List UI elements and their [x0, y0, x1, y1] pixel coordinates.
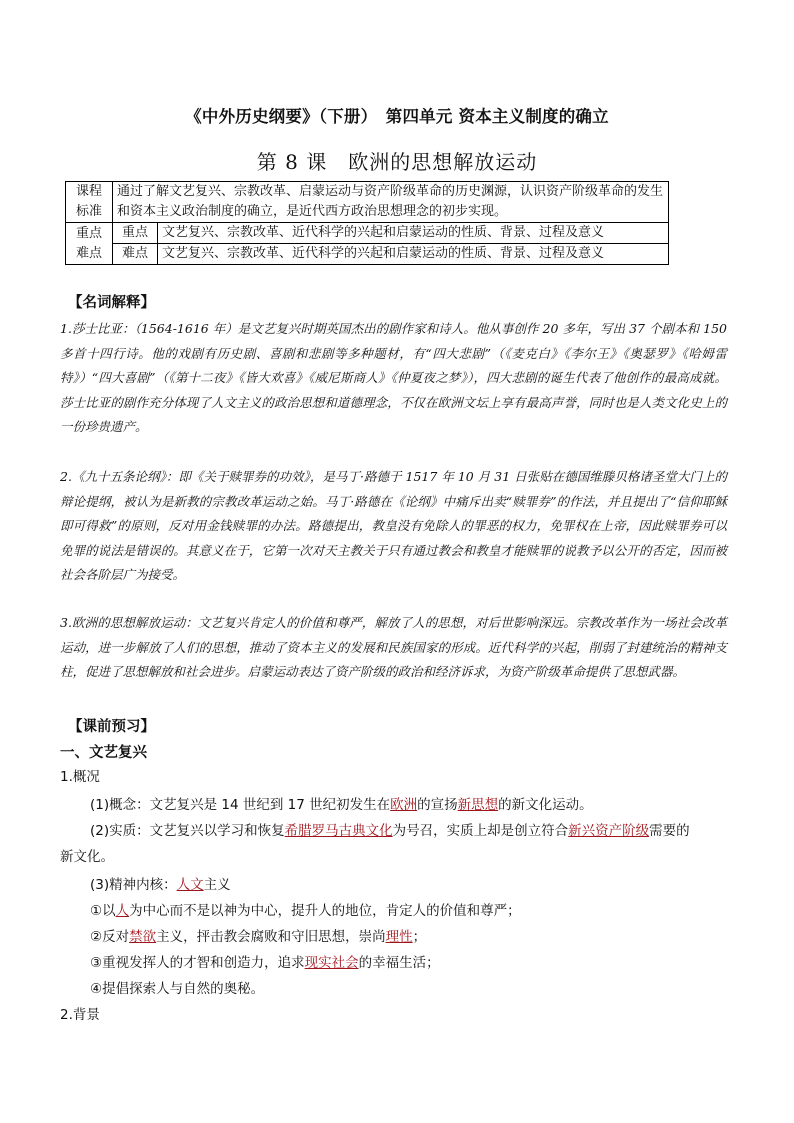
lesson-title: 第 8 课 欧洲的思想解放运动	[256, 150, 538, 174]
key-difficulty-head: 重点难点	[66, 223, 113, 265]
concept-line: (1)概念：文艺复兴是 14 世纪到 17 世纪初发生在欧洲的宣扬新思想的新文化运动。	[90, 797, 593, 813]
spirit-point-3: ③重视发挥人的才智和创造力，追求现实社会的幸福生活；	[90, 955, 440, 971]
answer-classical-culture: 希腊罗马古典文化	[284, 823, 393, 839]
answer-humanism: 人文	[176, 877, 204, 893]
difficulty-label: 难点	[113, 244, 158, 265]
table-row	[66, 244, 669, 265]
book-title: 《中外历史纲要》（下册） 第四单元 资本主义制度的确立	[185, 107, 609, 126]
table-row	[66, 182, 669, 223]
overview-label: 1.概况	[60, 769, 100, 785]
answer-new-thought: 新思想	[457, 797, 499, 813]
key-label: 重点	[113, 223, 158, 244]
standards-head: 课程标准	[66, 182, 113, 223]
section-renaissance: 一、文艺复兴	[60, 745, 147, 761]
term-liberation-movement: 3.欧洲的思想解放运动：文艺复兴肯定人的价值和尊严，解放了人的思想，对后世影响深远。宗教改革作为一场社会改革运动，进一步解放了人们的思想，推动了资本主义的发展和民族国家的形成。近代科学的兴起，削弱了封建统治的精神支柱，促进了思想解放和社会进步。启蒙运动表达了资产阶级的政治和经济诉求，为资产阶级革命提供了思想武器。	[60, 615, 727, 679]
spirit-point-1: ①以人为中心而不是以神为中心，提升人的地位，肯定人的价值和尊严；	[90, 903, 521, 919]
standards-text: 通过了解文艺复兴、宗教改革、启蒙运动与资产阶级革命的历史渊源，认识资产阶级革命的发生和资本主义政治制度的确立，是近代西方政治思想理念的初步实现。	[113, 182, 669, 223]
spirit-line: (3)精神内核：人文主义	[90, 877, 231, 893]
preview-heading: 【课前预习】	[68, 719, 155, 735]
difficulty-text: 文艺复兴、宗教改革、近代科学的兴起和启蒙运动的性质、背景、过程及意义	[158, 244, 669, 265]
essence-line: (2)实质：文艺复兴以学习和恢复希腊罗马古典文化为号召，实质上却是创立符合新兴资产阶级需要的	[90, 823, 690, 839]
spirit-point-4: ④提倡探索人与自然的奥秘。	[90, 981, 265, 997]
answer-europe: 欧洲	[390, 797, 418, 813]
essence-line-2: 新文化。	[60, 849, 114, 865]
answer-bourgeoisie: 新兴资产阶级	[568, 823, 650, 839]
answer-real-society: 现实社会	[304, 955, 359, 971]
answer-human: 人	[115, 903, 130, 919]
answer-reason: 理性	[385, 929, 413, 945]
table-row	[66, 223, 669, 244]
key-text: 文艺复兴、宗教改革、近代科学的兴起和启蒙运动的性质、背景、过程及意义	[158, 223, 669, 244]
spirit-point-2: ②反对禁欲主义，抨击教会腐败和守旧思想，崇尚理性；	[90, 929, 427, 945]
term-shakespeare: 1.莎士比亚：（1564-1616 年）是文艺复兴时期英国杰出的剧作家和诗人。他从事创作 20 多年，写出 37 个剧本和 150 多首十四行诗。他的戏剧有历史剧、喜剧和悲剧等多种题材，有“四大悲剧”（《麦克白》《李尔王》《奥瑟罗》《哈姆雷特》）“四大喜剧”（《第十二夜》《皆大欢喜》《威尼斯商人》《仲夏夜之梦》），四大悲剧的诞生代表了他创作的最高成就。莎士比亚的剧作充分体现了人文主义的政治思想和道德理念，不仅在欧洲文坛上享有最高声誉，同时也是人类文化史上的一份珍贵遗产。	[60, 321, 727, 434]
background-label: 2.背景	[60, 1007, 100, 1023]
term-95-theses: 2.《九十五条论纲》：即《关于赎罪券的功效》，是马丁·路德于 1517 年 10 月 31 日张贴在德国维滕贝格诸圣堂大门上的辩论提纲，被认为是新教的宗教改革运动之始。马丁·路德在《论纲》中痛斥出卖“赎罪券”的作法，并且提出了“信仰耶稣即可得救”的原则，反对用金钱赎罪的办法。路德提出，教皇没有免除人的罪恶的权力，免罪权在上帝，因此赎罪券可以免罪的说法是错误的。其意义在于，它第一次对天主教关于只有通过教会和教皇才能赎罪的说教予以公开的否定，因而被社会各阶层广为接受。	[60, 469, 727, 582]
answer-asceticism: 禁欲	[129, 929, 157, 945]
terms-heading: 【名词解释】	[68, 295, 155, 311]
curriculum-table	[65, 181, 669, 265]
